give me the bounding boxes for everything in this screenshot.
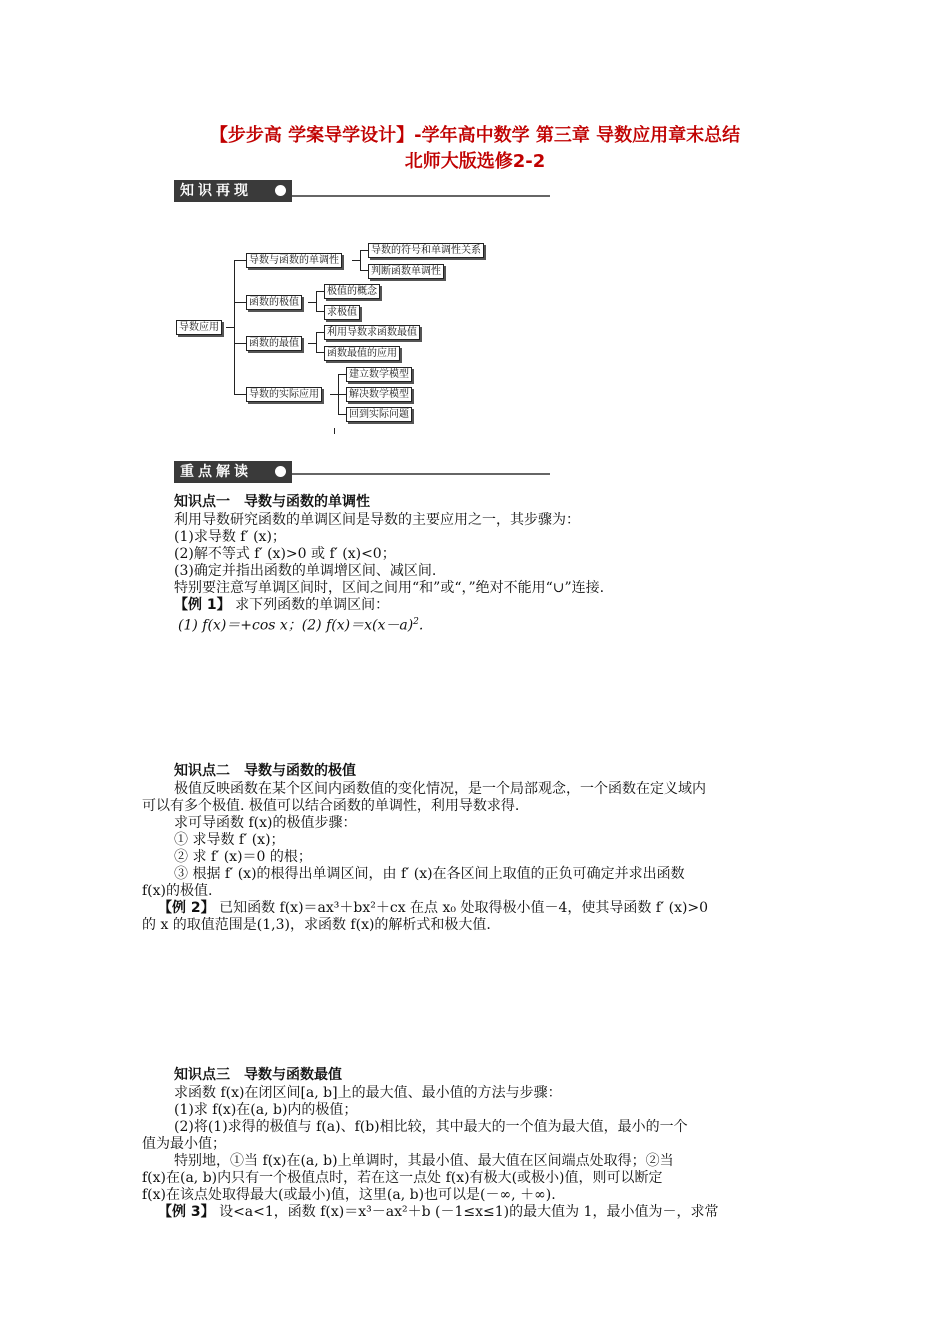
connector: [234, 260, 246, 261]
connector: [226, 327, 234, 328]
example1-sub-end: .: [418, 617, 424, 634]
section3-text: (1)求 f(x)在(a, b)内的极值；: [174, 1102, 358, 1118]
mindmap-leaf: 判断函数单调性: [368, 264, 444, 279]
banner-key-label: 重点解读: [180, 464, 252, 480]
document-title-line2: 北师大版选修2-2: [404, 151, 546, 172]
example3-text: 设<a<1，函数 f(x)＝x³－ax²＋b (－1≤x≤1)的最大值为 1，最小值为－，求常: [214, 1204, 719, 1220]
mindmap-leaf: 导数的符号和单调性关系: [368, 243, 484, 258]
connector: [338, 374, 346, 375]
example1-sub-text: (1) f(x)＝+cos x；(2) f(x)＝x(x－a): [178, 617, 414, 634]
section2-text: 求可导函数 f(x)的极值步骤：: [174, 815, 357, 831]
section2-text: 可以有多个极值. 极值可以结合函数的单调性，利用导数求得.: [142, 798, 520, 814]
connector: [234, 302, 246, 303]
example1-label: 【例 1】: [174, 597, 231, 613]
mindmap-leaf: 利用导数求函数最值: [324, 325, 420, 340]
section2-text: f(x)的极值.: [142, 883, 213, 899]
banner-dot-icon: [275, 185, 286, 196]
mindmap-leaf: 函数最值的应用: [324, 346, 400, 361]
connector: [360, 250, 368, 251]
document-title-line1: 【步步高 学案导学设计】-学年高中数学 第三章 导数应用章末总结: [209, 125, 741, 146]
mindmap-branch-application: 导数的实际应用: [246, 387, 322, 402]
section3-text: 求函数 f(x)在闭区间[a, b]上的最大值、最小值的方法与步骤：: [174, 1085, 562, 1101]
section1-heading: 知识点一 导数与函数的单调性: [174, 494, 370, 510]
section2-text: ② 求 f′ (x)＝0 的根；: [174, 849, 312, 865]
connector: [234, 260, 235, 395]
example1-sub-exponent: 2: [413, 617, 419, 627]
connector: [360, 250, 361, 271]
example2-text-cont: 的 x 的取值范围是(1,3)，求函数 f(x)的解析式和极大值.: [142, 917, 491, 933]
example2-text: 已知函数 f(x)＝ax³＋bx²＋cx 在点 x₀ 处取得极小值－4，使其导函数 f′ (x)>0: [214, 900, 709, 916]
mindmap-branch-max-min: 函数的最值: [246, 336, 302, 351]
section1-text: (2)解不等式 f′ (x)>0 或 f′ (x)<0；: [174, 546, 396, 562]
connector: [338, 414, 346, 415]
connector: [316, 352, 324, 353]
section2-heading: 知识点二 导数与函数的极值: [174, 763, 356, 779]
connector: [316, 332, 324, 333]
banner-key-points: [174, 461, 292, 483]
banner-rule: [292, 195, 550, 197]
example3: [158, 1204, 718, 1221]
connector: [360, 270, 368, 271]
mindmap-branch-extremum: 函数的极值: [246, 295, 302, 310]
section1-text: (3)确定并指出函数的单调增区间、减区间.: [174, 563, 437, 579]
section3-text: 值为最小值；: [142, 1136, 226, 1152]
section2-text: 极值反映函数在某个区间内函数值的变化情况，是一个局部观念，一个函数在定义域内: [174, 781, 706, 797]
example2: [158, 900, 708, 917]
section3-text: (2)将(1)求得的极值与 f(a)、f(b)相比较，其中最大的一个值为最大值，最小的一个: [174, 1119, 688, 1135]
section3-text: 特别地，①当 f(x)在(a, b)上单调时，其最小值、最大值在区间端点处取得；②当: [174, 1153, 674, 1169]
mindmap-leaf: 解决数学模型: [346, 387, 412, 402]
section3-text: f(x)在该点处取得最大(或最小)值，这里(a, b)也可以是(－∞, ＋∞).: [142, 1187, 556, 1203]
section1-text: (1)求导数 f′ (x)；: [174, 529, 286, 545]
connector: [234, 394, 246, 395]
connector: [234, 343, 246, 344]
connector: [338, 394, 346, 395]
section3-heading: 知识点三 导数与函数最值: [174, 1067, 342, 1083]
section2-text: ① 求导数 f′ (x)；: [174, 832, 285, 848]
section2-text: ③ 根据 f′ (x)的根得出单调区间，由 f′ (x)在各区间上取值的正负可确定并求出函数: [174, 866, 685, 882]
banner-dot-icon: [275, 466, 286, 477]
connector: [316, 291, 324, 292]
connector: [352, 260, 360, 261]
mindmap-leaf: 回到实际问题: [346, 407, 412, 422]
mindmap-leaf: 求极值: [324, 305, 360, 320]
example3-label: 【例 3】: [158, 1204, 215, 1220]
connector: [316, 332, 317, 353]
example1: [174, 597, 389, 614]
section1-text: 特别要注意写单调区间时，区间之间用“和”或“，”绝对不能用“∪”连接.: [174, 580, 605, 596]
section1-text: 利用导数研究函数的单调区间是导数的主要应用之一，其步骤为：: [174, 512, 580, 528]
mindmap-branch-monotonicity: 导数与函数的单调性: [246, 253, 342, 268]
banner-rule: [292, 473, 550, 475]
mindmap-root: 导数应用: [176, 320, 222, 335]
banner-knowledge-review: [174, 180, 292, 202]
connector: [308, 343, 316, 344]
connector: [316, 291, 317, 312]
example1-subquestions: [178, 614, 423, 635]
connector: [334, 428, 335, 434]
connector: [316, 311, 324, 312]
mindmap-leaf: 建立数学模型: [346, 367, 412, 382]
connector: [330, 394, 338, 395]
example1-text: 求下列函数的单调区间：: [230, 597, 390, 613]
section3-text: f(x)在(a, b)内只有一个极值点时，若在这一点处 f(x)有极大(或极小)值，则可以断定: [142, 1170, 663, 1186]
example2-label: 【例 2】: [158, 900, 215, 916]
connector: [308, 302, 316, 303]
banner-knowledge-label: 知识再现: [180, 183, 252, 199]
mindmap-leaf: 极值的概念: [324, 284, 380, 299]
